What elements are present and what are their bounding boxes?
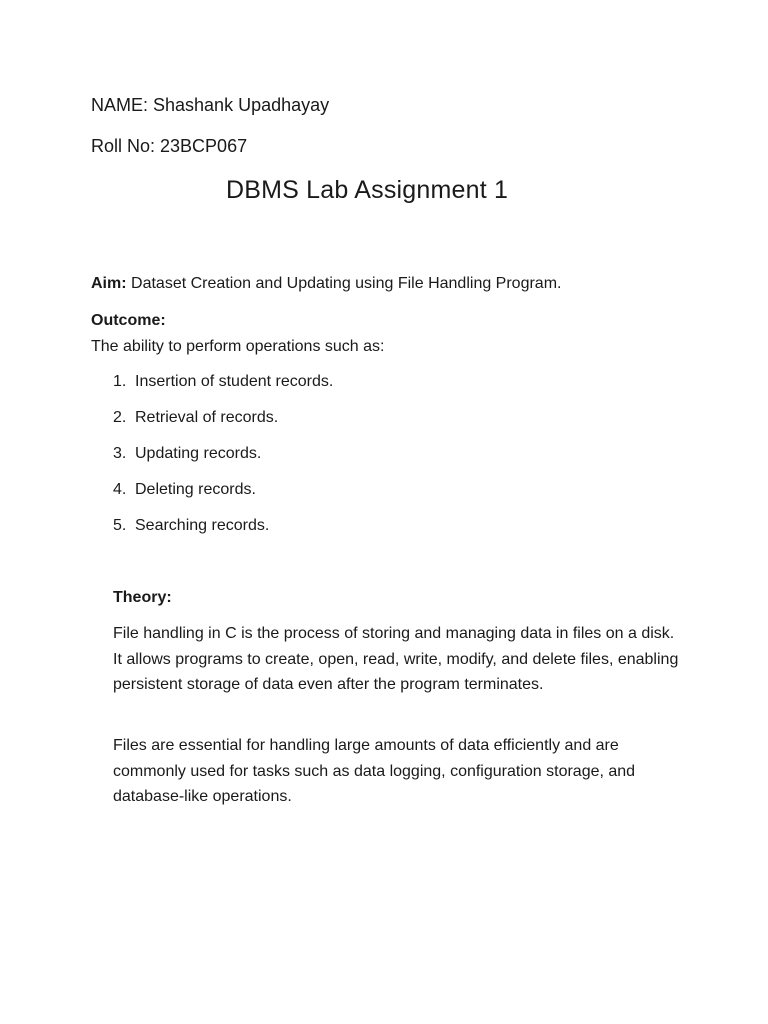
list-item [113,372,333,408]
list-item-text: Insertion of student records. [135,373,334,390]
theory-paragraph: Files are essential for handling large amounts of data efficiently and are commonly used for tasks such as data logging, configuration storage, and database-like operations. [113,737,636,805]
aim-label: Aim: [91,275,127,292]
theory-label: Theory: [113,589,172,606]
aim-text: Dataset Creation and Updating using File Handling Program. [131,275,562,292]
page-title: DBMS Lab Assignment 1 [226,176,509,204]
operations-list [113,372,333,552]
outcome-label: Outcome: [91,312,166,329]
list-item-text: Updating records. [135,445,262,462]
outcome-intro: The ability to perform operations such as: [91,338,385,355]
list-item-number: 3. [113,445,127,462]
roll-number: Roll No: 23BCP067 [91,136,248,156]
list-item-text: Deleting records. [135,481,256,498]
list-item-text: Searching records. [135,517,270,534]
list-item [113,444,333,480]
list-item-number: 2. [113,409,127,426]
aim-line [91,274,561,294]
list-item [113,516,333,552]
list-item [113,480,333,516]
student-name: NAME: Shashank Upadhayay [91,95,330,115]
theory-paragraph: File handling in C is the process of storing and managing data in files on a disk. It allows programs to create, open, read, write, modify, and delete files, enabling persistent storage of data even after the program terminates. [113,625,679,693]
list-item-number: 1. [113,373,127,390]
list-item-number: 5. [113,517,127,534]
list-item-number: 4. [113,481,127,498]
list-item [113,408,333,444]
list-item-text: Retrieval of records. [135,409,279,426]
